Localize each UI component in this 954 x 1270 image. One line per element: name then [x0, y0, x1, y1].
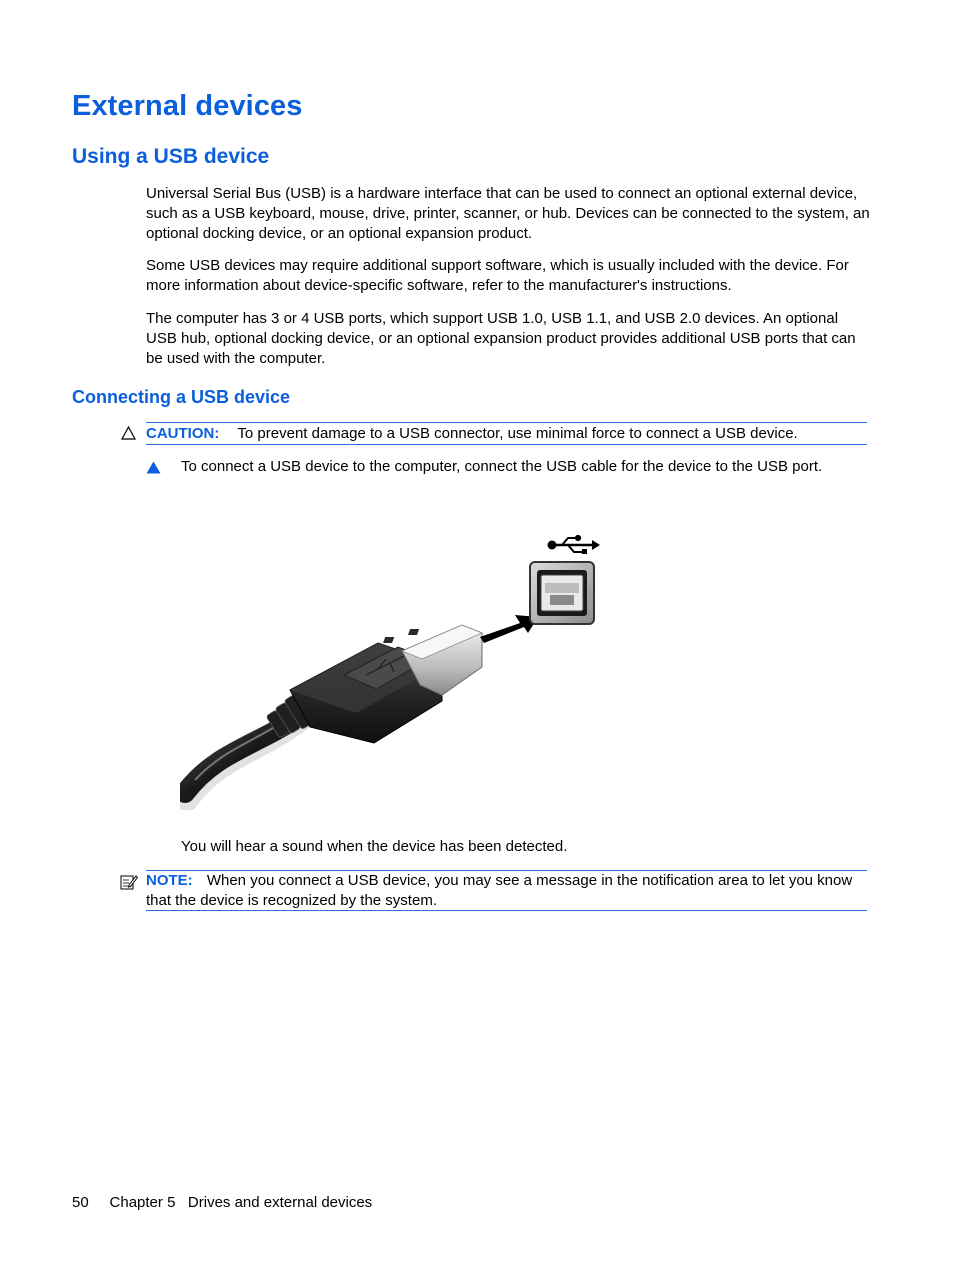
caution-block — [146, 424, 870, 444]
paragraph-usb-ports: The computer has 3 or 4 USB ports, which support USB 1.0, USB 1.1, and USB 2.0 devices. An optional USB hub, optional docking device, or an optional expansion product provides additional USB ports that can be used with the computer. — [146, 310, 856, 367]
step-triangle-bullet-icon — [146, 461, 161, 474]
note-bottom-rule — [146, 910, 867, 911]
footer-chapter: Chapter 5 — [109, 1194, 176, 1211]
page-title: External devices — [72, 90, 303, 122]
usb-illustration — [180, 525, 610, 810]
step-instruction: To connect a USB device to the computer, connect the USB cable for the device to the USB port. — [181, 458, 823, 475]
usb-trident-icon — [548, 535, 600, 554]
note-pencil-icon — [120, 873, 138, 891]
caution-bottom-rule — [146, 444, 867, 445]
caution-triangle-outline-icon — [121, 426, 136, 440]
section-title: Using a USB device — [72, 145, 270, 168]
caution-label: CAUTION: — [146, 425, 220, 442]
page-number: 50 — [72, 1194, 89, 1211]
paragraph-usb-definition: Universal Serial Bus (USB) is a hardware interface that can be used to connect an optional external device, such as a USB keyboard, mouse, drive, printer, scanner, or hub. Devices can be connected to the system, an optional docking device, or an optional expansion product. — [146, 185, 870, 242]
page-footer — [72, 1193, 372, 1213]
caution-text: To prevent damage to a USB connector, use minimal force to connect a USB device. — [237, 425, 798, 442]
note-block — [146, 871, 866, 911]
paragraph-support-software: Some USB devices may require additional support software, which is usually included with the device. For more information about device-specific software, refer to the manufacturer's instructions. — [146, 257, 849, 294]
subsection-title: Connecting a USB device — [72, 387, 291, 407]
footer-chapter-title: Drives and external devices — [187, 1194, 373, 1211]
caution-top-rule — [146, 422, 867, 423]
note-text: When you connect a USB device, you may see a message in the notification area to let you know that the device is recognized by the system. — [146, 872, 853, 909]
detection-sound-text: You will hear a sound when the device has been detected. — [181, 838, 568, 855]
note-label: NOTE: — [146, 872, 193, 889]
